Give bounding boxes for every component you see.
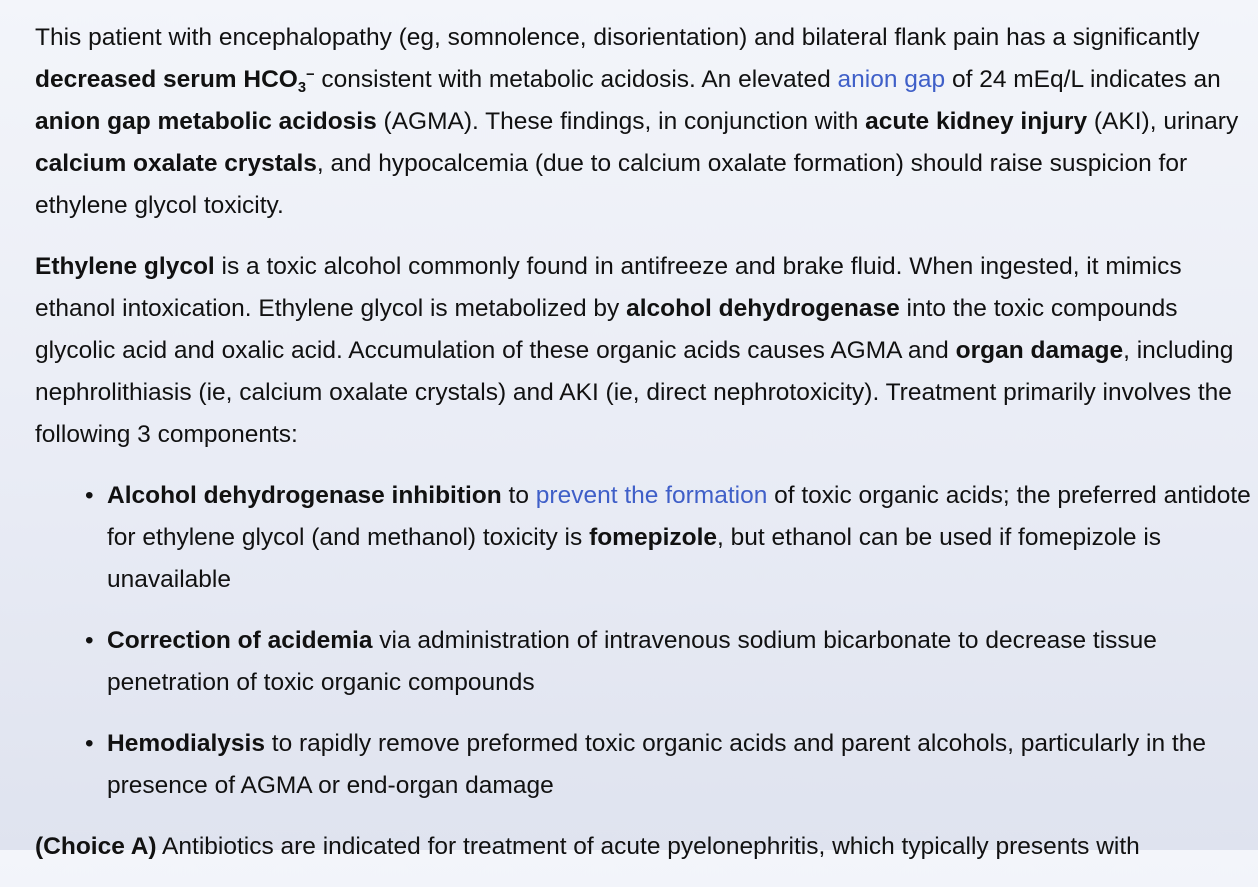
text-segment: (AGMA). These findings, in conjunction with: [376, 108, 866, 135]
text-segment: , and hypocalcemia (due to calcium oxalate formation) should raise suspicion for ethylene glycol toxicity.: [35, 150, 1188, 219]
bullet-icon: •: [85, 627, 94, 654]
bullet-icon: •: [85, 730, 94, 757]
list-item-adh-inhibition: [85, 475, 1253, 601]
bold-term-decreased-hco3: decreased serum $HCO_3^-$: [35, 66, 315, 97]
paragraph-diagnosis: [35, 17, 1253, 227]
bold-term-calcium-oxalate: calcium oxalate crystals: [35, 150, 317, 177]
choice-label: (Choice A): [35, 833, 157, 860]
text-segment: into the toxic compounds glycolic acid and oxalic acid. Accumulation of these organic acids causes AGMA and: [35, 295, 1178, 364]
bold-term: Correction of acidemia: [107, 627, 373, 654]
text-segment: of 24 mEq/L indicates an: [945, 66, 1221, 93]
explanation-content: [35, 17, 1253, 887]
text-segment: via administration of intravenous sodium bicarbonate to decrease tissue penetration of toxic organic compounds: [107, 627, 1157, 696]
text-segment: Antibiotics are indicated for treatment of acute pyelonephritis, which typically presents with: [156, 833, 1140, 860]
bullet-icon: •: [85, 482, 94, 509]
bold-term: Hemodialysis: [107, 730, 265, 757]
text-segment: , but ethanol can be used if fomepizole is unavailable: [107, 524, 1162, 593]
bold-term-ethylene-glycol: Ethylene glycol: [35, 253, 215, 280]
list-item-hemodialysis: [85, 723, 1253, 807]
text-segment: is a toxic alcohol commonly found in antifreeze and brake fluid. When ingested, it mimics ethanol intoxication. Ethylene glycol is metabolized by: [35, 253, 1182, 322]
bold-term-aki: acute kidney injury: [865, 108, 1088, 135]
treatment-list: [35, 475, 1253, 807]
text-segment: to: [501, 482, 536, 509]
text-segment: (AKI), urinary: [1087, 108, 1239, 135]
list-item-correction-acidemia: [85, 620, 1253, 704]
subscript-3: 3: [297, 80, 306, 97]
bold-term-alcohol-dehydrogenase: alcohol dehydrogenase: [626, 295, 900, 322]
bold-term-organ-damage: organ damage: [955, 337, 1124, 364]
text-segment: of toxic organic acids; the preferred antidote for ethylene glycol (and methanol) toxicity is: [107, 482, 1251, 551]
text-segment: This patient with encephalopathy (eg, somnolence, disorientation) and bilateral flank pain has a significantly: [35, 24, 1200, 51]
text-segment: , including nephrolithiasis (ie, calcium oxalate crystals) and AKI (ie, direct nephrotoxicity). Treatment primarily involves the following 3 components:: [35, 337, 1234, 448]
text-segment: consistent with metabolic acidosis. An elevated: [314, 66, 838, 93]
paragraph-ethylene-glycol: [35, 246, 1253, 456]
paragraph-choice-a: [35, 826, 1253, 868]
bold-term-fomepizole: fomepizole: [589, 524, 718, 551]
superscript-minus: −: [306, 66, 315, 83]
text-segment: to rapidly remove preformed toxic organic acids and parent alcohols, particularly in the presence of AGMA or end-organ damage: [107, 730, 1206, 799]
link-prevent-formation[interactable]: prevent the formation: [535, 482, 768, 509]
bold-term-agma: anion gap metabolic acidosis: [35, 108, 377, 135]
link-anion-gap[interactable]: anion gap: [837, 66, 946, 93]
bold-term: Alcohol dehydrogenase inhibition: [107, 482, 502, 509]
